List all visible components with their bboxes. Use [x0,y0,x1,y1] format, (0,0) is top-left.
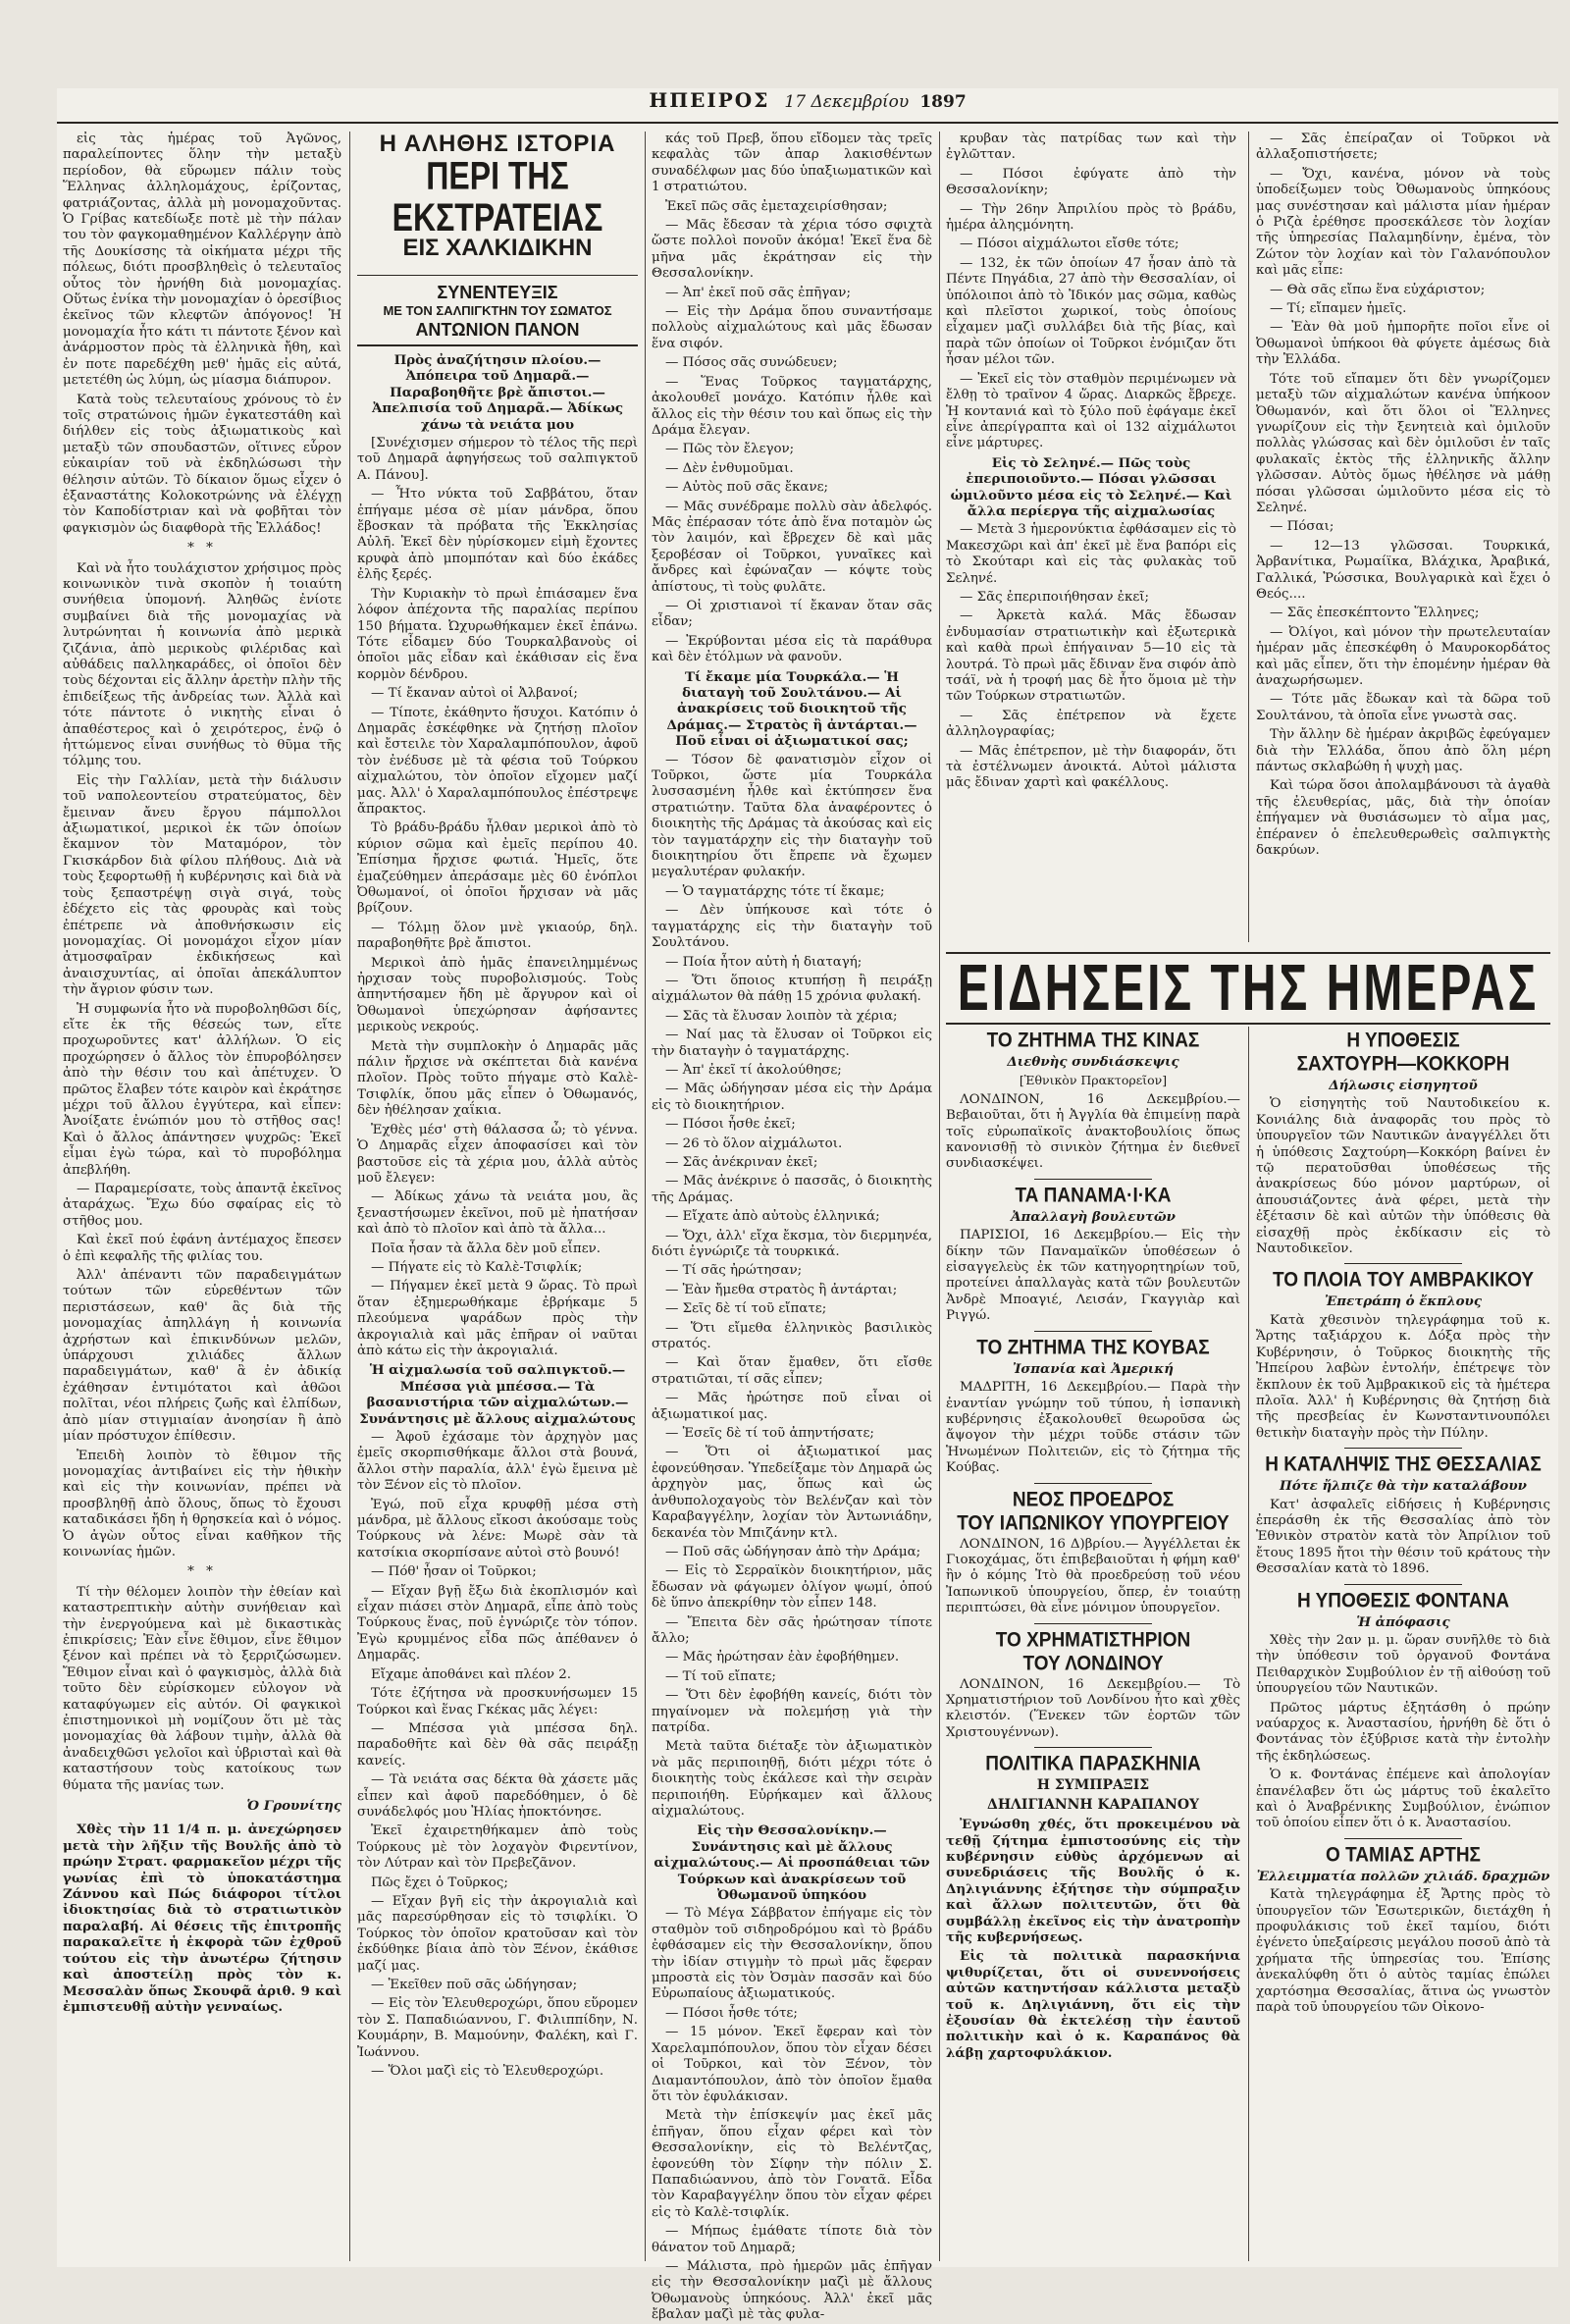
paragraph: — Μᾶς ἔδεσαν τὰ χέρια τόσο σφιχτὰ ὥστε πολλοὶ πονοῦν ἀκόμα! Ἐκεῖ ἕνα δὲ μῆνα μᾶς ἐκράτησαν εἰς τὴν Θεσσαλονίκην. [652,218,932,282]
paragraph: Ἐκεῖ ἐχαιρετηθήκαμεν ἀπὸ τοὺς Τούρκους μὲ τὸν λοχαγὸν Φιρεντίνον, τὸν Λύτραν καὶ τὸν Πρεβεζᾶνον. [357,1823,638,1872]
paragraph: — Πόσοι ἐφύγατε ἀπὸ τὴν Θεσσαλονίκην; [946,166,1236,198]
divider [1034,1331,1152,1332]
paragraph: — Μᾶς ὡδήγησαν μέσα εἰς τὴν Δράμα εἰς τὸ διοικητήριον. [652,1082,932,1113]
paragraph: Ἐχθὲς μέσ' στὴ θάλασσα ὦ; τὸ γέννα. Ὁ Δημαρᾶς εἶχεν ἀποφασίσει καὶ τὸν βαστοῦσε εἰς τὰ χέρια μου, ἀλλὰ αὐτὸς μοῦ ἔλεγεν: [357,1122,638,1186]
masthead-rule [57,122,1558,124]
article-headline [357,132,638,346]
paragraph: — Τόλμῃ ὅλον μνὲ γκιαούρ, δηλ. παραβοηθῆτε βρὲ ἄπιστοι. [357,920,638,952]
paragraph: — Τὴν 26ην Ἀπριλίου πρὸς τὸ βράδυ, ἡμέρα ἀληςμόνητη. [946,201,1236,234]
paragraph: — Ὅτι δὲν ἐφοβήθη κανείς, διότι τὸν πηγαίνομεν νὰ πολεμήσῃ γιὰ τὴν πατρίδα. [652,1688,932,1735]
paragraph: — Θὰ σᾶς εἴπω ἕνα εὐχάριστον; [1270,282,1486,297]
news-text: Κατὰ τηλεγράφημα ἐξ Ἄρτης πρὸς τὸ ὑπουργεῖον τῶν Ἐσωτερικῶν, διετάχθη ἡ προφυλάκισις τοῦ ἐκεῖ ταμίου, διότι ἐγένετο ὑπεξαίρεσις μεγάλου ποσοῦ ἀπὸ τὰ χρήματα τῆς ὑπηρεσίας του. Ἐπίσης ἀνεκαλύφθη ὅτι ὁ αὐτὸς ταμίας ἐπώλει χαρτόσημα Θεσσαλίας, ἅτινα ὡς γνωστὸν παρὰ τοῦ ὑπουργείου τῶν Οἰκονο- [1256,1887,1550,2016]
paragraph: — Πόσοι ἦσθε τότε; [665,2005,798,2021]
paragraph: Ἐκεῖ πῶς σᾶς ἐμεταχειρίσθησαν; [665,198,888,214]
paragraph: — Μᾶς συνέδραμε πολλὺ σὰν ἀδελφός. Μᾶς ἐπέρασαν τότε ἀπὸ ἕνα ποταμὸν ὡς τὸν λαιμόν, καὶ ἔβρεχεν δὲ καὶ μᾶς ξεροβέσαν οἱ Τοῦρκοι, γυναῖκες καὶ ἄνδρες καὶ ἐφώναζαν — κόψτε τοὺς ἀπίστους, τὶ τοὺς φυλᾶτε. [652,499,932,595]
paragraph: Εἰς τὴν Γαλλίαν, μετὰ τὴν διάλυσιν τοῦ ναπολεοντείου στρατεύματος, δὲν ἔμειναν ἄνευ ἔργου πάμπολλοι ἀξιωματικοί, μερικοὶ ἐκ τῶν ὁποίων ἔκαμνον τὸν Ματαμόρον, τὸν Γκισκάρδον διὰ φίλου πλήθους. Διὰ νὰ τοὺς ξεφορτωθῇ ἡ κυβέρνησις καὶ διὰ νὰ τοὺς ξεπαστρέψῃ σιγὰ σιγά, τοὺς ἐδέχετο εἰς τὰς φρουρὰς καὶ τοὺς ἐπέτρεπε νὰ ἀποθνήσκωσιν εἰς μονομαχίας. Οἱ μονομάχοι εἶχον μίαν ἀτμοσφαῖραν ἐκδικήσεως καὶ ἀναισχυντίας, αἱ ὁποῖαι ἀπεκάλυπτον τὴν ἄγριον φύσιν των. [63,772,341,998]
paragraph: Καὶ ἐκεῖ πού ἐφάνη ἀντέμαχος ἔπεσεν ὁ ἐπὶ κεφαλῆς τῆς φιλίας του. [63,1233,341,1264]
news-title-panama: ΤΑ ΠΑΝΑΜΑ·Ι·ΚΑ [1015,1184,1172,1208]
paragraph: — Σᾶς ἐπεσκέπτοντο Ἕλληνες; [1270,606,1480,621]
paragraph: — Δὲν ὑπήκουσε καὶ τότε ὁ ταγματάρχης εἰς τὴν διαταγὴν τοῦ Σουλτάνου. [652,903,932,951]
paragraph: Τότε ἐζήτησα νὰ προσκυνήσωμεν 15 Τούρκοι καὶ ἕνας Γκέκας μᾶς λέγει: [357,1686,638,1717]
issue-year: 1897 [919,92,967,112]
paragraph: — Εἰς τὸν Ἐλευθεροχώρι, ὅπου εὕρομεν τὸν Σ. Παπαδιώαννου, Γ. Φιλιππίδην, Ν. Κουμάρην, Β. Μαμούνην, Φαλέκη, καὶ Γ. Ἰωάννου. [357,1996,638,2060]
news-section-banner [946,952,1550,1025]
paragraph: — Ἔπειτα δὲν σᾶς ἠρώτησαν τίποτε ἄλλο; [652,1614,932,1646]
divider [1344,1584,1462,1585]
subheading: Τί ἔκαμε μία Τουρκάλα.— Ἡ διαταγὴ τοῦ Σουλτάνου.— Αἱ ἀνακρίσεις τοῦ διοικητοῦ τῆς Δράμας.— Στρατὸς ἢ ἀντάρται.— Ποῦ εἶναι οἱ ἀξιωματικοί σας; [666,668,917,750]
news-subtitle: Ἐλλειμματία πολλῶν χιλιάδ. δραχμῶν [1256,1868,1550,1884]
paragraph: — Ναί μας τὰ ἔλυσαν οἱ Τοῦρκοι εἰς τὴν διαταγὴν ὁ ταγματάρχης. [652,1028,932,1059]
paragraph: — Σᾶς τὰ ἔλυσαν λοιπὸν τὰ χέρια; [665,1008,898,1024]
subheading: Πρὸς ἀναζήτησιν πλοίου.— Ἀπόπειρα τοῦ Δημαρᾶ.— Παραβοηθῆτε βρὲ ἄπιστοι.— Ἀπελπισία τοῦ Δημαρᾶ.— Ἀδίκως χάνω τὰ νειάτα μου [371,352,624,433]
paragraph: — Τόσον δὲ φανατισμὸν εἶχον οἱ Τοῦρκοι, ὥστε μία Τουρκάλα λυσσασμένη ἦλθε καὶ ἐκτύπησεν ἕνα στρατιώτην. Ταῦτα δλα ἀναφέροντες ὁ διοικητὴς τῆς Δράμας τὰ ἀκούσας καὶ εἰς τὸν ταγματάρχην εἰς τὴν διαταγὴν τοῦ διοικητηρίου ὅτι ἔπρεπε νὰ ἔχωμεν μεγαλυτέραν φυλακήν. [652,752,932,880]
headline-line-4: ΣΥΝΕΝΤΕΥΞΙΣ [357,275,638,303]
news-text: ΛΟΝΔΙΝΟΝ, 16 Δεκεμβρίου.— Βεβαιοῦται, ὅτι ἡ Ἀγγλία θὰ ἐπιμείνῃ παρὰ τοῖς εὐρωπαϊκοῖς ἀνακτοβουλίοις ὅπως κανονισθῇ τὸ σινικὸν ζήτημα ἐν διεθνεῖ συνδιασκέψει. [946,1091,1240,1172]
news-title-saxtouri-2: ΣΑΧΤΟΥΡΗ—ΚΟΚΚΟΡΗ [1296,1052,1510,1077]
paragraph: — Μᾶς ἀνέκρινε ὁ πασσᾶς, ὁ διοικητὴς τῆς Δράμας. [652,1174,932,1205]
issue-date: 17 Δεκεμβρίου [784,92,910,112]
paragraph: — Οἱ χριστιανοὶ τί ἔκαναν ὅταν σᾶς εἶδαν; [652,598,932,630]
separator: * * [187,541,217,556]
paragraph: — Ἦτο νύκτα τοῦ Σαββάτου, ὅταν ἐπήγαμε μέσα σὲ μίαν μάνδρα, ὅπου ἔβοσκαν τὰ πρόβατα τῆς Ἐκκλησίας Αὐλῆ. Ἐκεῖ δὲν ηὑρίσκομεν εἰμὴ ἔχοντες κρυφὰ ἀπὸ μπομπόταν καὶ δύο ἐκάδες ἐλῆς ξερές. [357,487,638,583]
paragraph: — Τὸ Μέγα Σάββατον ἐπήγαμε εἰς τὸν σταθμὸν τοῦ σιδηροδρόμου καὶ τὸ βράδυ ἐφθάσαμεν εἰς τὴν Θεσσαλονίκην, ὅπου τὴν ἰδίαν στιγμὴν τὸ πρωὶ μᾶς ἔφεραν μπροστὰ εἰς τὸν Ὀσμὰν πασσᾶν καὶ δύο Εὐρωπαίους ἀξιωματικούς. [652,1906,932,2002]
paragraph: Εἴχαμε ἀποθάνει καὶ πλέον 2. [371,1666,572,1682]
news-title-cuba: ΤΟ ΖΗΤΗΜΑ ΤΗΣ ΚΟΥΒΑΣ [976,1336,1210,1359]
paragraph: — Εἴχατε ἀπὸ αὐτοὺς ἑλληνικά; [665,1209,880,1225]
news-text: ΠΑΡΙΣΙΟΙ, 16 Δεκεμβρίου.— Εἰς τὴν δίκην τῶν Παναμαϊκῶν ὑποθέσεων ὁ εἰσαγγελεὺς ἐκ τῶν κατηγορητηρίων τοῦ, προτείνει ἀπαλλαγὰς κατὰ τῶν βουλευτῶν Ἀνδρὲ Μποαγιέ, Λεισάν, Γκαγγιὰρ καὶ Ριγγώ. [946,1228,1240,1324]
paragraph: — Μήπως ἐμάθατε τίποτε διὰ τὸν θάνατον τοῦ Δημαρᾶ; [652,2224,932,2255]
paragraph: Ἐγώ, ποῦ εἶχα κρυφθῇ μέσα στὴ μάνδρα, μὲ ἄλλους εἴκοσι ἀκούσαμε τοὺς Τούρκους νὰ λένε: Μωρὲ σὰν τὰ κατσίκια σκορπίσανε αὐτοὶ στὸ βουνό! [357,1497,638,1560]
paragraph: — Πῶς τὸν ἔλεγον; [665,442,795,457]
paragraph: Ἀλλ' ἀπέναντι τῶν παραδειγμάτων τούτων τῶν εὑρεθέντων τῶν περιστάσεων, καθ' ἃς διὰ τῆς μονομαχίας ἀπηλλάγη ἡ κοινωνία ἀχρήστων καὶ ἐπικινδύνων μελῶν, ὑπάρχουσι χιλιάδες ἄλλων παραδειγμάτων, καθ' ἃ ἐν ἀδικίᾳ ἐχάθησαν ἐντιμότατοι καὶ ἀθῶοι πολῖται, νέοι πλήρεις ζωῆς καὶ ἐλπίδων, ἀπὸ μίαν στιγμιαίαν ἀνοησίαν ἢ ἀπὸ μίαν πρόστυχον ἐπίθεσιν. [63,1268,341,1445]
news-subtitle: ΔΗΛΙΓΙΑΝΝΗ ΚΑΡΑΠΑΝΟΥ [986,1797,1200,1814]
news-title-exchange: ΤΟ ΧΡΗΜΑΤΙΣΤΗΡΙΟΝ [995,1628,1191,1652]
paragraph: — Μετὰ 3 ἡμερονύκτια ἐφθάσαμεν εἰς τὸ Μακεσχῶρι καὶ ἀπ' ἐκεῖ μὲ ἕνα βαπόρι εἰς τὸ Σκούταρι καὶ εἰς τὰς φυλακὰς τοῦ Σεληνέ. [946,522,1236,586]
paragraph: — Τίποτε, ἐκάθηντο ἥσυχοι. Κατόπιν ὁ Δημαρᾶς ἐσκέφθηκε νὰ ζητήσῃ πλοῖον καὶ ἔστειλε τὸν Χαραλαμπόπουλον, ἀφοῦ τὸν ἐνέδυσε μὲ τὰ φέσια τοῦ Τούρκου αἰχμαλώτου, τὸν ὁποῖον εἴχομεν μαζί μας. Ἀλλ' ὁ Χαραλαμπόπουλος ἐπέστρεψε ἄπρακτος. [357,705,638,817]
news-subtitle: Διεθνὴς συνδιάσκεψις [1007,1054,1179,1070]
paragraph: — Πήγατε εἰς τὸ Καλὲ-Τσιφλίκ; [371,1259,583,1275]
news-text: Ἐγνώσθη χθές, ὅτι προκειμένου νὰ τεθῇ ζήτημα ἐμπιστοσύνης εἰς τὴν κυβέρνησιν εὐθὺς ἀρχόμενων αἱ συνεδριάσεις τῆς Βουλῆς ὁ κ. Δηλιγιάννης ἐξήτησε τὴν σύμπραξιν καὶ ἄλλων πολιτευτῶν, ὅτι θὰ συμβάλλῃ ἐκεῖνος εἰς τὴν ἀνατροπὴν τῆς κυβερνήσεως. [946,1817,1240,1946]
news-subtitle: Ἐπετράπη ὁ ἔκπλους [1325,1294,1482,1310]
paragraph: Τὴν Κυριακὴν τὸ πρωὶ ἐπιάσαμεν ἕνα λόφον ἀπέχοντα τῆς παραλίας περίπου 150 βήματα. Ὠχυρωθήκαμεν ἐκεῖ ἐπάνω. Τότε εἶδαμεν δύο Τουρκαλβανοὺς οἱ ὁποῖοι μᾶς εἶδαν καὶ ἐκάθισαν εἰς ἕνα κορμὸν δένδρου. [357,586,638,682]
paragraph: κάς τοῦ Πρεβ, ὅπου εἴδομεν τὰς τρεῖς κεφαλὰς τῶν ἀπαρ λακισθέντων συναδέλφων μας δύο ὑπαξιωματικῶν καὶ 1 στρατιώτου. [652,132,932,195]
paragraph: Κατὰ τοὺς τελευταίους χρόνους τὸ ἐν τοῖς στρατώνοις ἡμῶν ἐγκατεστάθη καὶ διήλθεν εἰς τοὺς ἀξιωματικοὺς καὶ μεταξὺ τῶν σπουδαστῶν, οἵτινες εὗρον εὐκαιρίαν τοῦ νὰ ἐκδηλώσωσι τὴν θέλησιν αὐτῶν. Τὸ δίκαιον ὅμως εἶχεν ὁ ἐξαναστάτης Κολοκοτρώνης νὰ ἐλέγχῃ τὸν Καποδίστριαν καὶ νὰ φοβῆται τὸν φαγκισμὸν ὡς διαφθορὰ τῆς Ἑλλάδος! [63,392,341,536]
news-subtitle: Δήλωσις εἰσηγητοῦ [1329,1078,1478,1093]
news-title-politics: ΠΟΛΙΤΙΚΑ ΠΑΡΑΣΚΗΝΙΑ [985,1752,1201,1776]
paragraph: — Παραμερίσατε, τοὺς ἀπαντᾷ ἐκεῖνος ἀταράχως. Ἔχω δύο σφαίρας εἰς τὸ στῆθος μου. [63,1182,341,1229]
paragraph: — Αὐτὸς ποῦ σᾶς ἔκανε; [665,480,829,496]
paragraph: Πῶς ἔχει ὁ Τοῦρκος; [371,1875,508,1890]
paragraph: Τότε τοῦ εἴπαμεν ὅτι δὲν γνωρίζομεν μεταξὺ τῶν αἰχμαλώτων κανένα ὑπήκοον Ὀθωμανόν, καὶ ὅτι ὅλοι οἱ Ἕλληνες γνωρίζουν εἰς τὴν ξενητειὰ καὶ ὁμιλοῦν πολλὰς γλώσσας καὶ δὲν ὁμιλοῦσι ἐν ταῖς φυλακαῖς ἐκτὸς τῆς ἑλληνικῆς ἄλλην γλῶσσαν. Αὐτὸς ὅμως ἠθέλησε νὰ μάθῃ πόσαι γλῶσσαι ὡμιλοῦντο μέσα εἰς τὸ Σεληνέ. [1256,371,1550,515]
article-signature: Ὁ Γρουνίτης [246,1798,341,1815]
paragraph: — 12—13 γλῶσσαι. Τουρκικά, Ἀρβανίτικα, Ρωμαίϊκα, Βλάχικα, Ἀραβικά, Γαλλικά, Ῥώσσικα, Βουλγαρικὰ καὶ ἔχει ὁ Θεός.... [1256,538,1550,602]
paragraph: — 15 μόνον. Ἐκεῖ ἔφεραν καὶ τὸν Χαρελαμπόπουλον, ὅπου τὸν εἶχαν δέσει οἱ Τοῦρκοι, καὶ τὸν Ξένον, τὸν Διαμαντόπουλον, ἀπὸ τὸν ὁποῖον ἔμαθα ὅτι τὸν ἐφυλάκισαν. [652,2025,932,2104]
paragraph: Τὴν ἄλλην δὲ ἡμέραν ἀκριβῶς ἐφεύγαμεν διὰ τὴν Ἑλλάδα, ὅπου ἀπὸ ὅλη μέρη πάντως σκλαβώθη ἡ ψυχὴ μας. [1256,727,1550,775]
paragraph: Τί τὴν θέλομεν λοιπὸν τὴν ἐθείαν καὶ καταστρεπτικὴν αὐτὴν συνήθειαν καὶ τὴν ἐνεργούμενα καὶ μὲ δικαστικὰς ἐπικρίσεις; Ἐὰν εἶνε ἔθιμον, εἶνε ἔθιμον ξένον καὶ πρέπει νὰ τὸ ξερριζώσωμεν. Ἔθιμον εἶναι καὶ ὁ φαγκισμὸς, ἀλλὰ διὰ τοῦτο δὲν εὑρίσκομεν εὐλογον νὰ καταφύγωμεν εἰς αὐτόν. Οἱ φαγκικοὶ ἐπιστημονικοὶ μὴ νομίζουν ὅτι μὲ τὰς μονομαχίας θὰ λάβουν τιμὴν, ἀλλὰ θὰ ἀναδειχθῶσι γελοῖοι καὶ ὑβρισταὶ καὶ θὰ καταστήσουν τοὺς κατοίκους των θύματα τῆς μανίας των. [63,1584,341,1793]
paragraph: — Πόσος σᾶς συνώδευεν; [665,355,838,371]
column-divider [1248,132,1249,942]
paragraph: — Τί τοῦ εἴπατε; [665,1668,776,1684]
news-text: Χθὲς τὴν 2αν μ. μ. ὥραν συνῆλθε τὸ διὰ τὴν ὑπόθεσιν τοῦ ὀργανοῦ Φοντάνα Πειθαρχικὸν Συμβούλιον ἐν τῇ αἰθούσῃ τοῦ ὑπουργείου τῶν Ναυτικῶν. [1256,1632,1550,1697]
paragraph: — Εἰς τὴν Δράμα ὅπου συναντήσαμε πολλοὺς αἰχμαλώτους καὶ μᾶς ἔδωσαν ἕνα σιφόν. [652,304,932,351]
paragraph: — Δὲν ἐνθυμοῦμαι. [665,460,794,476]
news-text: Ὁ εἰσηγητὴς τοῦ Ναυτοδικείου κ. Κονιάλης διὰ ἀναφορᾶς του πρὸς τὸ ὑπουργεῖον τῶν Ναυτικῶν ἀναγγέλλει ὅτι ἡ ὑπόθεσις Σαχτούρη—Κοκκόρη βαίνει ἐν τῷ περατοῦσθαι ὑποθέσεως τῆς ἀνακρίσεως δύο μόνον μαρτύρων, οἱ ἀπουσιάζοντες ἀνὰ φέρει, μετὰ τὴν ἐξέτασιν δὲ καὶ αὐτῶν τὴν ὑπόθεσις θὰ εἰσαχθῇ πρὸς ἐκδίκασιν εἰς τὸ Ναυτοδικεῖον. [1256,1096,1550,1257]
headline-line-1: Η ΑΛΗΘΗΣ ΙΣΤΟΡΙΑ [379,131,616,157]
column-divider [1248,1027,1249,2261]
divider [1344,1838,1462,1839]
news-column-right [1256,1030,1550,2261]
paragraph: — Ποῦ σᾶς ὡδήγησαν ἀπὸ τὴν Δράμα; [665,1544,921,1559]
paragraph: Καὶ τώρα ὅσοι ἀπολαμβάνουσι τὰ ἀγαθὰ τῆς ἐλευθερίας, μᾶς, διὰ τὴν ὁποίαν ἐπήγαμεν νὰ θυσιάσωμεν τὸ αἷμα μας, ἐπέρανεν ὁ ἐπελευθερωθεὶς σαλπιγκτὴς δακρύων. [1256,778,1550,859]
news-title-china: ΤΟ ΖΗΤΗΜΑ ΤΗΣ ΚΙΝΑΣ [986,1029,1200,1053]
news-subtitle: Πότε ἤλπιζε θὰ τὴν καταλάβουν [1280,1478,1527,1495]
paragraph: — Τὰ νειάτα σας δέκτα θὰ χάσετε μᾶς εἶπεν καὶ ἀφοῦ παρεδόθημεν, ὁ δὲ συνάδελφός μου Ἠλίας ἠποκτόνησε. [357,1772,638,1820]
paragraph: — Ὅτι οἱ ἀξιωματικοί μας ἐφονεύθησαν. Ὑπεδείξαμε τὸν Δημαρᾶ ὡς ἀρχηγὸν μας, ὅπως καὶ ὡς ἀνθυπολοχαγοὺς τὸν Βελένζαν καὶ τὸν Καραβαγγέλην, λοχίαν τὸν Ἀντωνιάδην, δεκανέα τὸν Μπιζάνην κτλ. [652,1445,932,1541]
news-title-ambracia: ΤΟ ΠΛΟΙΑ ΤΟΥ ΑΜΒΡΑΚΙΚΟΥ [1272,1269,1535,1293]
news-subtitle: Ἰσπανία καὶ Ἀμερική [1012,1360,1175,1377]
column-5 [1256,132,1550,942]
news-title-tamias: Ο ΤΑΜΙΑΣ ΑΡΤΗΣ [1326,1843,1481,1868]
news-subtitle: Ἀπαλλαγὴ βουλευτῶν [1011,1208,1176,1225]
paragraph: — Ἐὰν ἤμεθα στρατὸς ἢ ἀντάρται; [665,1282,898,1297]
paragraph: — Σεῖς δὲ τί τοῦ εἴπατε; [665,1301,827,1317]
paragraph: — Ὁ ταγματάρχης τότε τί ἔκαμε; [665,883,885,899]
paragraph: Ποῖα ἦσαν τὰ ἄλλα δὲν μοῦ εἶπεν. [371,1241,602,1256]
paragraph: — 26 τὸ ὅλον αἰχμάλωτοι. [665,1136,843,1151]
paper-title: ΗΠΕΙΡΟΣ [649,88,770,112]
paragraph: — Εἰς τὸ Σερραϊκὸν διοικητήριον, μᾶς ἔδωσαν νὰ φάγωμεν ὀλίγον ψωμί, ὁπού δὲ ὕπνο ἀπεκρίθην τὸν εἶπεν 148. [652,1563,932,1611]
paragraph: — Μᾶς ἐπέτρεπον, μὲ τὴν διαφοράν, ὅτι τὰ ἐστέλνωμεν ἀνοικτά. Αὐτοὶ μάλιστα μᾶς ἔδιναν χαρτὶ καὶ φακέλλους. [946,743,1236,791]
paragraph: — Ἐκρύβονται μέσα εἰς τὰ παράθυρα καὶ δὲν ἐτόλμων νὰ φανοῦν. [652,633,932,665]
paragraph: — Ἐὰν θὰ μοῦ ἠμπορῆτε ποῖοι εἶνε οἱ Ὀθωμανοὶ ὑπήκοοι θὰ φύγετε ἀμέσως διὰ τὴν Ἑλλάδα. [1256,320,1550,368]
separator: * * [187,1564,217,1580]
paragraph: — Ὅλοι μαζὶ εἰς τὸ Ἐλευθεροχώρι. [371,2064,604,2080]
paragraph: Ἡ συμφωνία ἦτο νὰ πυροβοληθῶσι δίς, εἴτε ἐκ τῆς θέσεώς των, εἴτε προχωροῦντες κατ' ἀλλήλων. Ὁ εἰς προχώρησεν ὁ ἄλλος τὸν ἐπυροβόλησεν ἀπὸ τὴν θέσιν του καὶ ἀπέτυχεν. Ὁ πρῶτος ἔλαβεν τότε καιρὸν καὶ ἐκράτησε μέχρι τοῦ ἄλλου ἐγγύτερα, καὶ εἶπεν: Ἀνοίξατε ἐνώπιόν μου τὸ στῆθος σας! Καὶ ὁ ἄλλος ἀπάντησεν ψυχρῶς: Ἐκεῖ εἶμαι ἐγὼ τώρα, καὶ τὸ πυροβόλημα ἀπεβλήθη. [63,1001,341,1178]
column-2 [357,132,638,2261]
paragraph: [Συνέχισμεν σήμερον τὸ τέλος τῆς περὶ τοῦ Δημαρᾶ ἀφηγήσεως τοῦ σαλπιγκτοῦ Α. Πάνου]. [357,436,638,483]
paragraph: — Μᾶς ἠρώτησε ποῦ εἶναι οἱ ἀξιωματικοί μας. [652,1391,932,1422]
paragraph: — Τί; εἴπαμεν ἡμεῖς. [1270,301,1407,317]
headline-line-6: ΑΝΤΩΝΙΟΝ ΠΑΝΟΝ [415,320,580,340]
column-1 [63,132,341,2261]
paragraph: — Σᾶς ἐπεριποιήθησαν ἐκεῖ; [960,589,1150,605]
paragraph: — Πόσοι ἦσθε ἐκεῖ; [665,1117,796,1133]
news-title-japan-2: ΤΟΥ ΙΑΠΩΝΙΚΟΥ ΥΠΟΥΡΓΕΙΟΥ [957,1511,1230,1535]
news-text: Κατὰ χθεσινὸν τηλεγράφημα τοῦ κ. Ἄρτης ταξιάρχου κ. Δόξα πρὸς τὴν Κυβέρνησιν, ὁ Τοῦρκος διοικητὴς τῆς Ἠπείρου λαβὼν ἐντολήν, ἐπέτρεψε τὸν ἔκπλουν ἐκ τοῦ Ἀμβρακικοῦ εἰς τὰ ἡμέτερα πλοῖα. Ἀλλ' ἡ Κυβέρνησις θὰ ζητήσῃ διὰ τῆς πρεσβείας ἐν Κωνσταντινουπόλει θετικὴν διαταγὴν πρὸς τὴν Πύλην. [1256,1312,1550,1441]
divider [1344,1448,1462,1449]
news-source: [Ἐθνικὸν Πρακτορεῖον] [1019,1073,1168,1088]
paragraph: — Ἐσεῖς δὲ τί τοῦ ἀπηντήσατε; [665,1426,874,1442]
news-title-japan: ΝΕΟΣ ΠΡΟΕΔΡΟΣ [1012,1488,1175,1511]
paragraph: — Πήγαμεν ἐκεῖ μετὰ 9 ὥρας. Τὸ πρωὶ ὅταν ἐξημερωθήκαμε ἐβρήκαμε 5 πλεούμενα ψαράδων πρὸς τὴν ἀκρογιαλιὰ καὶ μᾶς ἐπῆραν οἱ ναῦται ἀπὸ κάτω εἰς τὴν ἀκρογιαλιά. [357,1279,638,1358]
news-subtitle: Ἡ ἀπόφασις [1356,1613,1450,1630]
news-item: Χθὲς τὴν 11 1/4 π. μ. ἀνεχώρησεν μετὰ τὴν λῆξιν τῆς Βουλῆς ἀπὸ τὸ πρώην Στρατ. φαρμακεῖον μέχρι τῆς γωνίας ἐπὶ τὸ ὑποκατάστημα Ζάννου καὶ Πώς διάφοροι τίτλοι ἰδιοκτησίας διὰ τὸ στρατιωτικὸν παραλαβή. Αἱ θέσεις τῆς ἐπιτροπῆς παρακαλεῖτε ἡ ἐκφορὰ τῶν ἐχθροῦ τούτου εἰς τὴν ἀνωτέρω ζήτησιν καὶ ἀποστείλῃ πρὸς τὸν κ. Μεσσαλὰν ὅπως Σκουφᾶ ἀριθ. 9 καὶ ἐμπιστευθῇ αὐτὴν γενναίως. [63,1822,341,2015]
paragraph: — Ἀφοῦ ἐχάσαμε τὸν ἀρχηγὸν μας ἐμεῖς σκορπισθήκαμε ἄλλοι στὰ βουνά, ἄλλοι στὴν παραλία, ἀλλ' ἐγὼ ἔμεινα μὲ τὸν Ξένον εἰς τὸ πλοῖον. [357,1430,638,1494]
headline-line-3: ΕΙΣ ΧΑΛΚΙΔΙΚΗΝ [402,235,593,261]
paragraph: — Εἴχαν βγῆ εἰς τὴν ἀκρογιαλιὰ καὶ μᾶς παρεσύρθησαν εἰς τὸ τσιφλίκι. Ὁ Τούρκος τὸν ὁποῖον κρατοῦσαν καὶ τὸν ἐκδύθηκε βίαια ἀπὸ τὸν Ξένον, ἐκάθισε μαζί μας. [357,1893,638,1974]
paragraph: — Ὅτι εἴμεθα ἑλληνικὸς βασιλικὸς στρατός. [652,1320,932,1352]
paragraph: — Ὄχι, ἀλλ' εἴχα ἔκσμα, τὸν διερμηνέα, διότι ἐγνώριζε τὰ τουρκικά. [652,1228,932,1259]
paragraph: — Ὀλίγοι, καὶ μόνον τὴν πρωτελευταίαν ἡμέραν μᾶς ἐπεσκέφθη ὁ Μαυροκορδάτος καὶ μᾶς εἶπεν, ὅτι τὴν ἐπομένην ἡμέραν θὰ ἀναχωρήσωμεν. [1256,624,1550,688]
divider [1034,1747,1152,1748]
news-title-thessaly: Η ΚΑΤΑΛΗΨΙΣ ΤΗΣ ΘΕΣΣΑΛΙΑΣ [1265,1452,1542,1477]
news-column-left [946,1030,1240,2261]
divider [1034,1483,1152,1484]
paragraph: — Πόσαι; [1270,519,1334,535]
paragraph: — Ποία ἦτον αὐτὴ ἡ διαταγή; [665,954,863,970]
paragraph: Μερικοὶ ἀπὸ ἡμᾶς ἐπανειλημμένως ἠρχισαν τοὺς πυροβολισμούς. Τοὺς ἀπηντήσαμεν ἤδη μὲ ἄργυρον καὶ οἱ Ὀθωμανοὶ ὑπεχώρησαν ἀφήσαντες μερικοὺς νεκρούς. [357,955,638,1035]
paragraph: — Ἀρκετὰ καλά. Μᾶς ἔδωσαν ἐνδυμασίαν στρατιωτικὴν καὶ ἐξωτερικὰ καὶ καθὰ πρωὶ ἐπήγαιναν 5—10 εἰς τὰ λουτρά. Τὸ πρωὶ μᾶς ἔδιναν ἕνα σιφόν ἀπὸ τσάϊ, νὰ ἡ τροφή μας δὲ ἦτο ὅμοια μὲ τὴν τῶν Τούρκων στρατιωτῶν. [946,608,1236,705]
paragraph: — Ὅτι ὅποιος κτυπήσῃ ἢ πειράξῃ αἰχμάλωτον θὰ πάθῃ 15 χρόνια φυλακή. [652,973,932,1005]
headline-line-2: ΠΕΡΙ ΤΗΣ ΕΚΣΤΡΑΤΕΙΑΣ [392,153,603,239]
paragraph: — Σᾶς ἀνέκριναν ἐκεῖ; [665,1154,818,1170]
news-banner-title: ΕΙΔΗΣΕΙΣ ΤΗΣ ΗΜΕΡΑΣ [957,951,1540,1026]
paragraph: Μετὰ τὴν συμπλοκὴν ὁ Δημαρᾶς μᾶς πάλιν ἤρχισε νὰ σκέπτεται διὰ κανένα πλοῖον. Πρὸς τοῦτο πήγαμε στὸ Καλὲ-Τσιφλίκ, ὅπου μᾶς εἶπεν ὁ Ὀθωμανός, δὲν ἠθέλησαν χαΐκια. [357,1038,638,1119]
news-text: ΜΑΔΡΙΤΗ, 16 Δεκεμβρίου.— Παρὰ τὴν ἐναντίαν γνώμην τοῦ τύπου, ἡ ἰσπανικὴ κυβέρνησις ἐξακολουθεῖ θεωροῦσα ὡς ἄψογον τὴν μέχρι τοῦδε στάσιν τῶν Ἡνωμένων Πολιτειῶν, εἰς τὸ ζήτημα τῆς Κούβας. [946,1380,1240,1476]
masthead [57,88,1558,118]
paragraph: — Εἴχαν βγῇ ἔξω διὰ ἐκοπλισμόν καὶ εἶχαν πιάσει στὸν Δημαρᾶ, εἶπε ἀπὸ τοὺς Τούρκους ἕνας, ποῦ ἐγνώριζε τὸν τόπον. Ἐγὼ κρυμμένος εἶδα πῶς ἀπέθανεν ὁ Δημαρᾶς. [357,1583,638,1664]
paragraph: — Ἐκεῖ εἰς τὸν σταθμὸν περιμένωμεν νὰ ἔλθῃ τὸ τραῖνον 4 ὥρας. Διαρκῶς ἔβρεχε. Ἡ κοντανιά καὶ τὸ ξύλο ποῦ ἐφάγαμε ἐκεῖ εἶνε ἀπερίγραπτα καὶ οἱ 132 αἰχμάλωτοι εἶνε μάρτυρες. [946,371,1236,451]
subheading: Ἡ αἰχμαλωσία τοῦ σαλπιγκτοῦ.— Μπέσσα γιὰ μπέσσα.— Τὰ βασανιστήρια τῶν αἰχμαλώτων.— Συνάντησις μὲ ἄλλους αἰχμαλώτους [359,1362,636,1427]
paragraph: — Μᾶς ἠρώτησαν ἐὰν ἐφοβήθημεν. [665,1650,900,1665]
paragraph: εἰς τὰς ἡμέρας τοῦ Ἀγῶνος, παραλείποντες ὅλην τὴν μεταξὺ περίοδον, θὰ εὕρωμεν πάλιν τοὺς Ἕλληνας ἀλληλομάχους, ἐρίζοντας, φατριάζοντας, ἀλλὰ μὴ μονομαχοῦντας. Ὁ Γρίβας κατεδίωξε ποτὲ μὲ τὴν πάλαν του τὸν φαγκομαθημένον Καλλέργην ἀπὸ τῆς Δουκίσσης τὰ οἰκήματα μέχρι τῆς πόλεως, διότι προσβληθεὶς ὁ τελευταῖος οὗτος τὸν ἠρνήθη διὰ μονομαχίας. Οὕτως ἐνίκα τὴν μονομαχίαν ὁ ὀρεσίβιος ἐκεῖνος τῶν κλεφτῶν ἀπόγονος! Ἡ μονομαχία ἦτο κάτι τι πάντοτε ξένον καὶ ἀνάρμοστον πρὸς τὰ ἑλληνικὰ ἤθη, καὶ ἐν ποτε παρεδέχθη μεθ' ἡμᾶς εἰς αὐτά, μετετέθη ὡς λύμη, ὡς μίασμα διάπυρον. [63,132,341,389]
paragraph: — Ἐκεῖθεν ποῦ σᾶς ὡδήγησαν; [371,1978,578,1992]
paragraph: Ἐπειδὴ λοιπὸν τὸ ἔθιμον τῆς μονομαχίας ἀντιβαίνει εἰς τὴν ἠθικὴν καὶ εἰς τὴν κοινωνίαν, πρέπει νὰ προσβληθῇ ἀπὸ ὅλους, ὅπως τὸ ἔχουσι καταδικάσει ἤδη ἡ θρησκεία καὶ ὁ νόμος. Ὁ ἀγὼν οὗτος εἶναι καθῆκον τῆς κοινωνίας ἡμῶν. [63,1448,341,1559]
paragraph: — Σᾶς ἐπείραζαν οἱ Τοῦρκοι νὰ ἀλλαξοπιστήσετε; [1256,132,1550,163]
news-text: Πρῶτος μάρτυς ἐξητάσθη ὁ πρώην ναύαρχος κ. Ἀναστασίου, ἠρνήθη δὲ ὅτι ὁ Φοντάνας τὸν ἐξύβρισε κατὰ τὴν ἐντολὴν τῆς ἐκδηλώσεως. [1256,1700,1550,1764]
column-divider [349,132,350,2261]
paragraph: — Ἀπ' ἐκεῖ ποῦ σᾶς ἐπῆγαν; [665,285,851,300]
paragraph: — Ἀπ' ἐκεῖ τί ἀκολούθησε; [665,1062,842,1078]
paragraph: κρυβαν τὰς πατρίδας των καὶ τὴν ἐγλῶτταν. [946,132,1236,163]
column-divider [939,132,940,2261]
news-subtitle: Η ΣΥΜΠΡΑΞΙΣ [1036,1777,1150,1794]
column-divider [645,132,646,2261]
paragraph: — Ἀδίκως χάνω τὰ νειάτα μου, ἂς ξεναστήσωμεν ἐκεῖνοι, ποῦ μὲ ἠπατήσαν καὶ ἀπὸ τὸ πλοῖον καὶ ἀπὸ τὰ ἄλλα... [357,1189,638,1238]
news-title-exchange-2: ΤΟΥ ΛΟΝΔΙΝΟΥ [1022,1652,1164,1675]
news-text: ΛΟΝΔΙΝΟΝ, 16 Δ)βρίου.— Ἀγγέλλεται ἐκ Γιοκοχάμας, ὅτι ἐπιβεβαιοῦται ἡ φήμη καθ' ἣν ὁ κόμης Ἰτὸ θὰ προεδρεύσῃ τοῦ νέου Ἰαπωνικοῦ ὑπουργείου, ὅπερ, ἐν τοιαύτῃ περιπτώσει, θὰ εἶνε μόνιμον ὑπουργεῖον. [946,1536,1240,1616]
divider [1344,1263,1462,1264]
subheading: Εἰς τὴν Θεσσαλονίκην.— Συνάντησις καὶ μὲ ἄλλους αἰχμαλώτους.— Αἱ προσπάθειαι τῶν Τούρκων καὶ ἀνακρίσεων τοῦ Ὀθωμανοῦ ὑπηκόου [654,1822,930,1904]
news-title-fontana: Η ΥΠΟΘΕΣΙΣ ΦΟΝΤΑΝΑ [1296,1589,1510,1612]
divider [1034,1179,1152,1180]
news-text: Κατ' ἀσφαλεῖς εἰδήσεις ἡ Κυβέρνησις ἐπεράσθη ἐκ τῆς Θεσσαλίας ἀπὸ τὸν Ἐθνικὸν στρατὸν κατὰ τὸν Ἀπρίλιον τοῦ ἔτους 1895 ἤτοι τὴν θέσιν τοῦ κράτους τὴν Θεσσαλίαν κατὰ τὸ 1896. [1256,1497,1550,1577]
column-4 [946,132,1236,942]
paragraph: — Τότε μᾶς ἔδωκαν καὶ τὰ δῶρα τοῦ Σουλτάνου, τὰ ὁποῖα εἶνε γνωστὰ σας. [1256,692,1550,723]
paragraph: Καὶ νὰ ἦτο τουλάχιστον χρήσιμος πρὸς κοινωνικὸν τινὰ σκοπὸν ἡ τοιαύτη συνήθεια ὑπομονή. Ἀληθῶς ἐνίοτε συμβαίνει διὰ τῆς μονομαχίας νὰ λυτρώνηται ἡ κοινωνία ἀπὸ μερικὰ ζιζάνια, ἀπὸ μερικοὺς φιλέριδας καὶ αὐθάδεις παλληκαράδες, οἱ ὁποῖοι δὲν τοὺς δέχονται εἰς ἄλλην ἀρετὴν πλὴν τῆς ἐπιδείξεως τῆς ἀνδρείας των. Ἀλλὰ καὶ τότε πάντοτε ὁ νικητὴς εἶναι ὁ ἀπαθέστερος καὶ ὁ χειρότερος, ἐνῷ ὁ ἡττώμενος εἶναι συνήθως τὸ θῦμα τῆς τόλμης του. [63,560,341,769]
news-text: Ὁ κ. Φοντάνας ἐπέμενε καὶ ἀπολογίαν ἐπανέλαβεν ὅτι ὡς μάρτυς τοῦ ἐκαλεῖτο καὶ ὁ Ἀναβρένικης Συμβούλιον, ἐνώπιον τοῦ ὁποίου εἶπεν ὅτι ὁ κ. Ἀναστασίου. [1256,1768,1550,1831]
paragraph: — Ὄχι, κανένα, μόνον νὰ τοὺς ὑποδείξωμεν τοὺς Ὀθωμανοὺς ὑπηκόους μας συνέστησαν καὶ μάλιστα μίαν ἡμέραν ὁ Ριζὰ ἐρέθησε προσεκάλεσε τὸν λοχίαν τῆς ὑπηρεσίας Παλαμηδίνην, ἐμένα, τὸν Ζώτον τὸν λοχίαν καὶ τὸν Γαλανόπουλον καὶ μᾶς εἶπε: [1256,166,1550,279]
paragraph: Μετὰ τὴν ἐπίσκεψίν μας ἐκεῖ μᾶς ἐπῆγαν, ὅπου εἶχαν φέρει καὶ τὸν Θεσσαλονίκην, εἰς τὸ Βελέντζας, ἐφονεύθη τὸν Σίφην τὴν πόλιν Σ. Παπαδιώαννου, ἀπὸ τὸν Γονατᾶ. Εἶδα τὸν Καραβαγγέλην ὅπου τὸν εἶχαν φέρει εἰς τὸ Καλὲ-τσιφλίκ. [652,2108,932,2220]
column-3 [652,132,932,2323]
divider [1034,1623,1152,1624]
paragraph: — Μάλιστα, πρὸ ἡμερῶν μᾶς ἐπῆγαν εἰς τὴν Θεσσαλονίκην μαζὶ μὲ ἄλλους Ὀθωμανοὺς ὑπηκόους. Ἀλλ' ἐκεῖ μᾶς ἔβαλαν μαζὶ μὲ τὰς φυλα- [652,2258,932,2323]
paragraph: — Τί ἔκαναν αὐτοὶ οἱ Ἀλβανοί; [371,686,578,702]
news-text: Εἰς τὰ πολιτικὰ παρασκήνια ψιθυρίζεται, ὅτι οἱ συνεννοήσεις αὐτῶν κατηντήσαν κάλλιστα μεταξὺ τοῦ κ. Δηλιγιάννη, ὅτι εἰς τὴν ἐξουσίαν θὰ ἐκτελέσῃ τὴν ἑαυτοῦ πολιτικὴν καὶ ὁ κ. Καραπάνος θὰ λάβῃ χαρτοφυλάκιον. [946,1948,1240,2061]
paragraph: — Πόθ' ἦσαν οἱ Τοῦρκοι; [371,1564,537,1580]
paragraph: — Πόσοι αἰχμάλωτοι εἴσθε τότε; [960,237,1179,252]
news-text: ΛΟΝΔΙΝΟΝ, 16 Δεκεμβρίου.— Τὸ Χρηματιστήριον τοῦ Λονδίνου ἦτο καὶ χθὲς κλειστόν. (Ἕνεκεν τῶν ἑορτῶν τῶν Χριστουγέννων). [946,1676,1240,1740]
paragraph: — Καὶ ὅταν ἔμαθεν, ὅτι εἴσθε στρατιῶται, τί σᾶς εἶπεν; [652,1355,932,1387]
paragraph: Μετὰ ταῦτα διέταξε τὸν ἀξιωματικὸν νὰ μᾶς περιποιηθῇ, διότι μέχρι τότε ὁ διοικητὴς τοὺς ἐκάλεσε καὶ τὴν σειρὰν περιποιήθη. Εὑρήκαμεν καὶ ἄλλους αἰχμαλώτους. [652,1739,932,1819]
paragraph: — Σᾶς ἐπέτρεπον νὰ ἔχετε ἀλληλογραφίας; [946,708,1236,740]
paragraph: — 132, ἐκ τῶν ὁποίων 47 ἦσαν ἀπὸ τὰ Πέντε Πηγάδια, 27 ἀπὸ τὴν Θεσσαλίαν, οἱ ὑπόλοιποι ἀπὸ τὸ Ἰδικόν μας σῶμα, καθὼς καὶ πλεῖστοι χωρικοί, τοὺς ὁποίους εἶχαμεν μαζὶ συλλάβει διὰ τῆς βίας, καὶ παρὰ τῶν ὁποίων οἱ Τοῦρκοι ἐνόμιζαν ὅτι ἦσαν μέλοι τῶν. [946,255,1236,368]
subheading: Εἰς τὸ Σεληνέ.— Πῶς τοὺς ἐπεριποιοῦντο.— Πόσαι γλῶσσαι ὡμιλοῦντο μέσα εἰς τὸ Σεληνέ.— Καὶ ἄλλα περίεργα τῆς αἰχμαλωσίας [950,454,1232,519]
newspaper-page [57,88,1558,2323]
news-title-saxtouri: Η ΥΠΟΘΕΣΙΣ [1346,1029,1460,1053]
paragraph: Τὸ βράδυ-βράδυ ἦλθαν μερικοὶ ἀπὸ τὸ κύριον σῶμα καὶ ἐμεῖς περίπου 40. Ἐπίσημα ἤρχισε φωτιά. Ἡμεῖς, ὅτε ἐμαζεύθημεν ἀπεράσαμε μὲς 60 ἐνόπλοι Ὀθωμανοί, οἱ ὁποῖοι ἤρχισαν νὰ μᾶς βρίζουν. [357,820,638,917]
paragraph: — Μπέσσα γιὰ μπέσσα δηλ. παραδοθῆτε καὶ δὲν θὰ σᾶς πειράξῃ κανείς. [357,1720,638,1769]
paragraph: — Τί σᾶς ἠρώτησαν; [665,1263,803,1279]
paragraph: — Ἕνας Τοῦρκος ταγματάρχης, ἀκολουθεῖ μονάχο. Κατόπιν ἦλθε καὶ ἄλλος εἰς τὴν θέσιν του καὶ ὅπως εἰς τὴν Δράμα ἔλεγαν. [652,374,932,438]
headline-line-5: ΜΕ ΤΟΝ ΣΑΛΠΙΓΚΤΗΝ ΤΟΥ ΣΩΜΑΤΟΣ [383,303,612,318]
